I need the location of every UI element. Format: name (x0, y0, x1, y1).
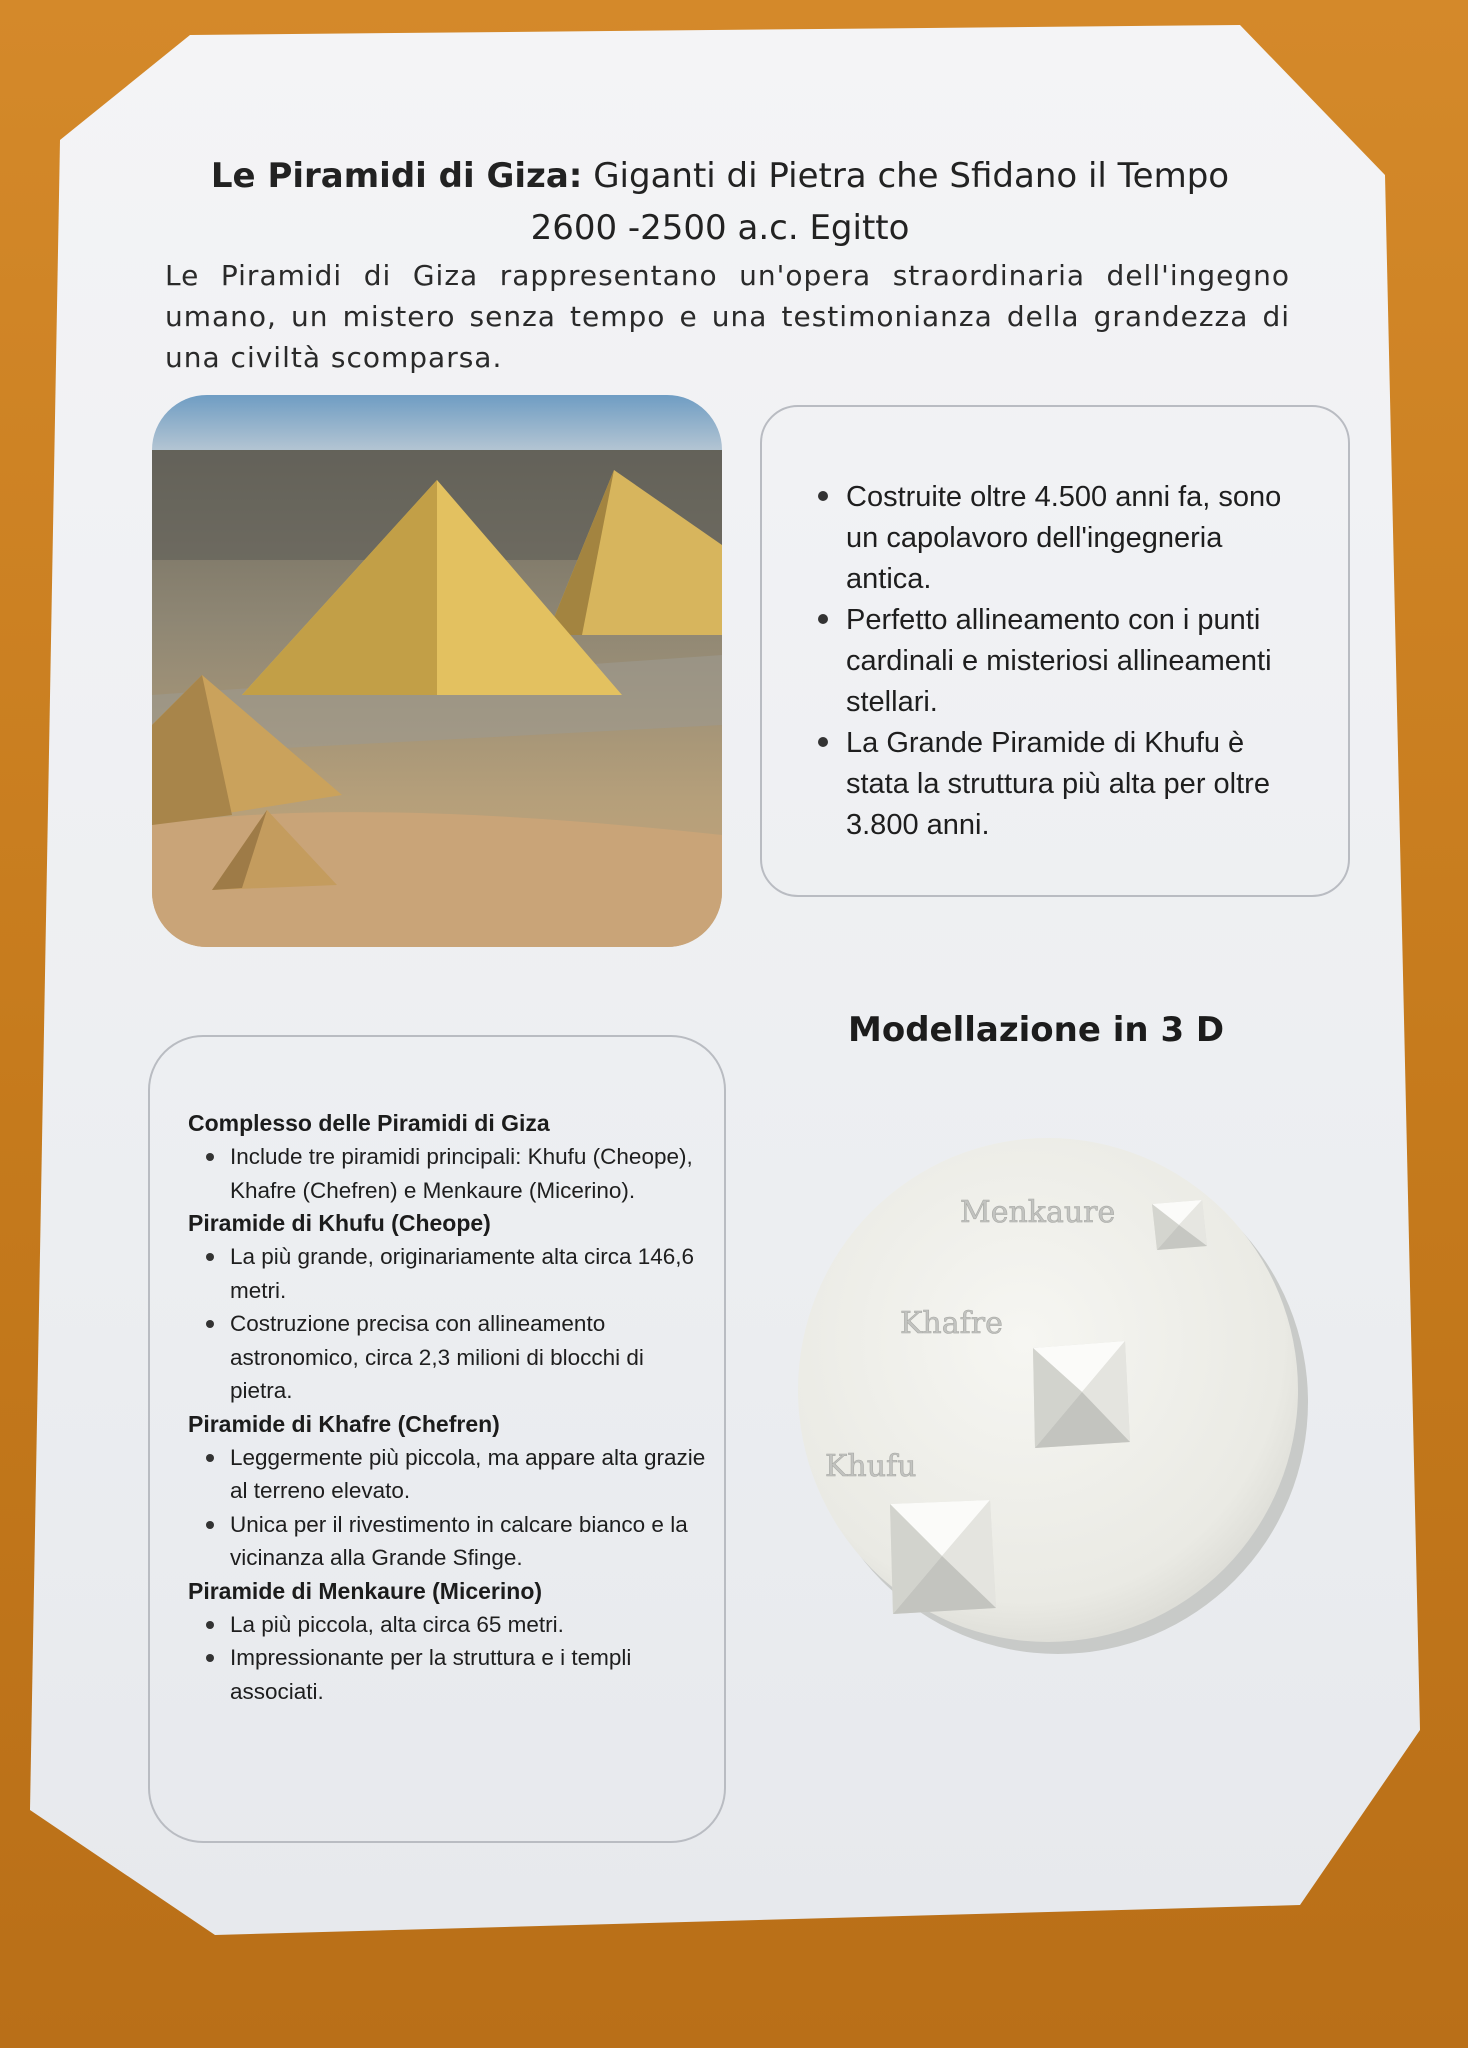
bullet-icon (818, 737, 828, 747)
intro-paragraph: Le Piramidi di Giza rappresentano un'opera straordinaria dell'ingegno umano, un mistero senza tempo e una testimonianza della grandezza di una civiltà scomparsa. (165, 259, 1290, 374)
section-heading: Piramide di Menkaure (Micerino) (188, 1577, 543, 1604)
list-item: Impressionante per la struttura e i templi associati. (188, 1641, 708, 1708)
title-bold: Le Piramidi di Giza: (210, 156, 583, 196)
menkaure-pyramid (1152, 1200, 1207, 1250)
bullet-icon (206, 1521, 214, 1529)
list-item: La più grande, originariamente alta circa 146,6 metri. (188, 1240, 708, 1307)
bullet-icon (818, 491, 828, 501)
highlights-box (760, 405, 1350, 897)
label-menkaure: Menkaure (960, 1195, 1116, 1230)
label-khufu: Khufu (825, 1449, 917, 1484)
details-box (148, 1035, 726, 1843)
title-rest: Giganti di Pietra che Sfidano il Tempo (593, 156, 1230, 196)
list-item: Perfetto allineamento con i punti cardinali e misteriosi allineamenti stellari. (814, 600, 1314, 723)
list-item: La Grande Piramide di Khufu è stata la struttura più alta per oltre 3.800 anni. (814, 723, 1314, 846)
pyramids-photo (152, 395, 722, 947)
bullet-icon (206, 1320, 214, 1328)
list-item: Leggermente più piccola, ma appare alta grazie al terreno elevato. (188, 1441, 708, 1508)
section-heading: Piramide di Khafre (Chefren) (188, 1410, 500, 1437)
list-item: La più piccola, alta circa 65 metri. (188, 1608, 708, 1642)
bullet-icon (206, 1253, 214, 1261)
title-subtitle: 2600 -2500 a.c. Egitto (530, 208, 910, 248)
page-title (160, 150, 1280, 254)
bullet-icon (818, 614, 828, 624)
section-heading: Piramide di Khufu (Cheope) (188, 1210, 491, 1236)
khafre-pyramid (1033, 1341, 1130, 1448)
list-item: Costruite oltre 4.500 anni fa, sono un capolavoro dell'ingegneria antica. (814, 477, 1314, 600)
bullet-icon (206, 1621, 214, 1629)
3d-model-photo (790, 1120, 1310, 1660)
list-item: Unica per il rivestimento in calcare bianco e la vicinanza alla Grande Sfinge. (188, 1508, 708, 1575)
bullet-icon (206, 1454, 214, 1462)
bullet-icon (206, 1654, 214, 1662)
list-item: Costruzione precisa con allineamento astronomico, circa 2,3 milioni di blocchi di pietra. (188, 1307, 708, 1408)
model-section-title: Modellazione in 3 D (848, 1010, 1225, 1050)
section-heading: Complesso delle Piramidi di Giza (188, 1110, 550, 1136)
highlights-list (814, 477, 1314, 846)
bullet-icon (206, 1153, 214, 1161)
label-khafre: Khafre (900, 1306, 1003, 1341)
khufu-pyramid (890, 1500, 996, 1614)
list-item: Include tre piramidi principali: Khufu (Cheope), Khafre (Chefren) e Menkaure (Micerino). (188, 1140, 708, 1207)
